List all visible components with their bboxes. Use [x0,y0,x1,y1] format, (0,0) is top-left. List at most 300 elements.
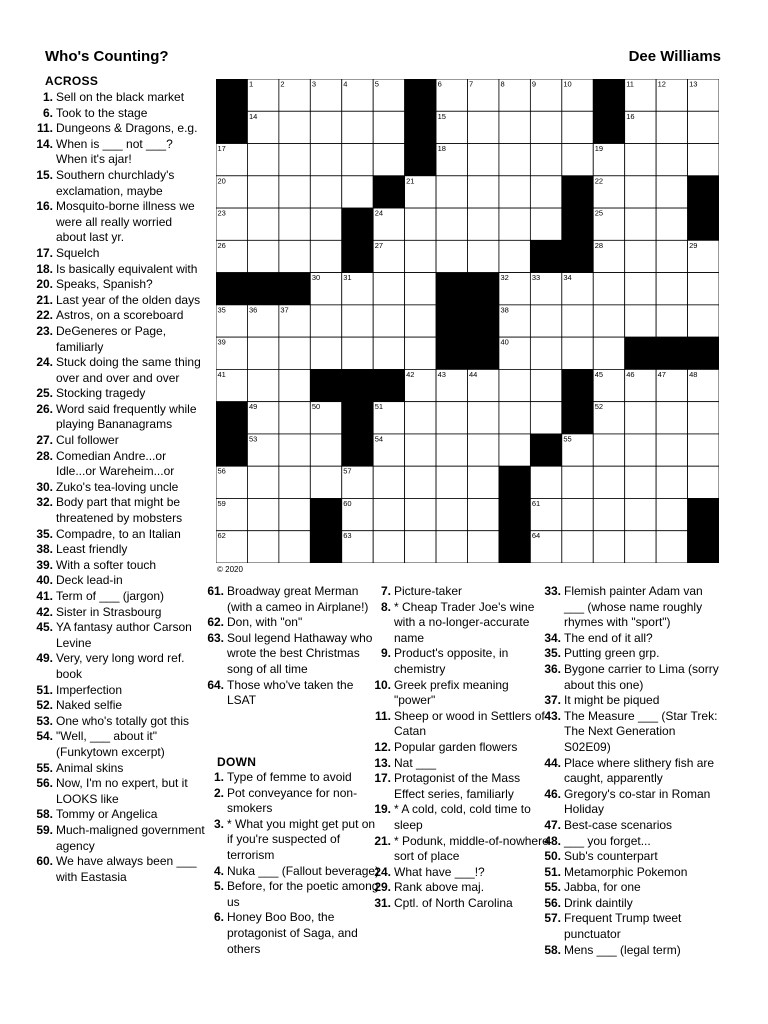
cell-number: 38 [500,305,509,315]
clue-number: 42. [36,604,53,619]
clue-item [33,527,205,543]
grid-cell[interactable] [247,466,278,498]
clue-item [371,584,549,600]
grid-cell[interactable] [247,531,278,563]
clue-item [204,615,384,631]
clue-text: YA fantasy author Carson Levine [56,620,192,650]
grid-cell[interactable] [562,337,593,369]
grid-cell[interactable] [373,305,404,337]
cell-number: 61 [531,498,541,508]
clue-number: 35. [544,646,561,661]
cell-number: 37 [280,305,289,315]
clue-text: Imperfection [56,682,123,697]
down-clues-col2 [204,770,384,957]
grid-cell[interactable] [499,434,530,466]
grid-cell[interactable] [688,111,719,143]
clue-text: Sister in Strasbourg [56,604,162,619]
cell-number: 56 [217,466,226,476]
grid-cell[interactable] [656,176,687,208]
clue-item [371,646,549,677]
grid-block [216,273,247,305]
grid-cell[interactable] [625,402,656,434]
grid-cell[interactable] [656,466,687,498]
clue-number: 1. [42,90,53,104]
grid-cell[interactable] [468,402,499,434]
clue-item [33,168,205,199]
clue-item [371,880,549,896]
cell-number: 36 [248,305,258,315]
clue-number: 23. [36,323,53,338]
grid-cell[interactable] [530,369,561,401]
grid-cell[interactable] [530,208,561,240]
grid-cell[interactable] [656,498,687,530]
grid-cell[interactable] [279,402,310,434]
cell-number: 31 [343,273,352,283]
clue-number: 32. [36,495,53,510]
grid-cell[interactable] [656,111,687,143]
grid-block [530,240,561,272]
grid-cell[interactable] [530,111,561,143]
clue-text: Broadway great Merman (with a cameo in Airplane!) [227,584,369,614]
grid-cell[interactable] [499,369,530,401]
grid-cell[interactable] [625,305,656,337]
grid-cell[interactable] [625,466,656,498]
grid-cell[interactable] [593,466,624,498]
across-header: ACROSS [45,74,99,88]
clue-text: Those who've taken the LSAT [227,677,354,708]
grid-cell[interactable] [562,531,593,563]
grid-cell[interactable] [593,434,624,466]
clue-number: 17. [374,771,391,786]
clue-text: Body part that might be threatened by mobsters [56,495,183,526]
crossword-grid[interactable] [216,79,719,563]
grid-cell[interactable] [373,498,404,530]
clue-text: Last year of the olden days [56,292,201,307]
cell-number: 46 [626,369,635,379]
grid-cell[interactable] [279,337,310,369]
grid-cell[interactable] [593,531,624,563]
clue-number: 6. [213,910,224,925]
clue-number: 50. [544,849,561,864]
grid-cell[interactable] [468,531,499,563]
clue-text: Deck lead-in [56,573,123,588]
grid-cell[interactable] [373,337,404,369]
across-clues-col1 [33,90,205,885]
grid-cell[interactable] [279,240,310,272]
clue-text: Stocking tragedy [56,386,146,401]
grid-cell[interactable] [279,498,310,530]
clue-number: 31. [374,895,391,910]
grid-cell[interactable] [468,498,499,530]
grid-cell[interactable] [373,144,404,176]
grid-cell[interactable] [405,337,436,369]
grid-cell[interactable] [405,402,436,434]
clue-text: Greek prefix meaning "power" [394,677,509,708]
grid-block [216,402,247,434]
grid-cell[interactable] [436,466,467,498]
clue-item [541,756,721,787]
grid-cell[interactable] [688,305,719,337]
grid-cell[interactable] [405,240,436,272]
clue-item [541,834,721,850]
grid-cell[interactable] [468,208,499,240]
grid-block [562,208,593,240]
grid-cell[interactable] [656,240,687,272]
clue-item [33,589,205,605]
grid-cell[interactable] [373,531,404,563]
grid-cell[interactable] [310,466,341,498]
grid-cell[interactable] [625,176,656,208]
grid-block [436,337,467,369]
cell-number: 30 [311,273,321,283]
clue-text: Cul follower [56,433,119,448]
cell-number: 44 [469,369,478,379]
clue-item [33,807,205,823]
clue-number: 51. [544,864,561,879]
clue-item [33,308,205,324]
cell-number: 52 [594,402,604,412]
cell-number: 27 [374,240,384,250]
grid-cell[interactable] [562,144,593,176]
grid-cell[interactable] [310,337,341,369]
clue-item [33,761,205,777]
grid-cell[interactable] [499,176,530,208]
grid-cell[interactable] [562,498,593,530]
cell-number: 54 [374,434,384,444]
cell-number: 33 [531,273,541,283]
clue-text: "Well, ___ about it" (Funkytown excerpt) [56,729,165,759]
grid-cell[interactable] [405,208,436,240]
grid-cell[interactable] [436,176,467,208]
cell-number: 15 [437,111,446,121]
clue-number: 14. [36,136,53,151]
cell-number: 43 [437,369,446,379]
grid-cell[interactable] [530,402,561,434]
grid-cell[interactable] [247,176,278,208]
cell-number: 11 [626,79,634,89]
grid-cell[interactable] [247,208,278,240]
cell-number: 13 [689,79,698,89]
cell-number: 19 [594,144,604,154]
clue-item [33,729,205,760]
grid-cell[interactable] [530,466,561,498]
cell-number: 17 [217,144,226,154]
grid-cell[interactable] [247,369,278,401]
clue-number: 26. [36,401,53,416]
clue-text: The Measure ___ (Star Trek: The Next Generation S02E09) [564,708,718,754]
clue-item [371,802,549,833]
cell-number: 55 [563,434,572,444]
grid-cell[interactable] [247,144,278,176]
grid-cell[interactable] [688,434,719,466]
grid-cell[interactable] [625,273,656,305]
grid-cell[interactable] [468,176,499,208]
grid-cell[interactable] [373,466,404,498]
grid-block [216,79,247,111]
cell-number: 47 [657,369,666,379]
grid-cell[interactable] [688,402,719,434]
grid-cell[interactable] [373,111,404,143]
grid-cell[interactable] [405,466,436,498]
clue-number: 41. [36,589,53,603]
grid-cell[interactable] [468,466,499,498]
clue-text: Southern churchlady's exclamation, maybe [56,167,175,198]
clue-number: 10. [374,677,391,692]
grid-cell[interactable] [310,240,341,272]
grid-block [688,176,719,208]
grid-block [468,337,499,369]
cell-number: 48 [689,369,698,379]
clue-item [33,854,205,885]
grid-cell[interactable] [468,434,499,466]
cell-number: 10 [563,79,572,89]
clue-number: 57. [544,911,561,926]
clue-text: Drink daintily [564,895,633,910]
grid-cell[interactable] [468,111,499,143]
clue-number: 34. [544,630,561,645]
grid-cell[interactable] [656,402,687,434]
grid-cell[interactable] [310,144,341,176]
grid-cell[interactable] [562,111,593,143]
cell-number: 26 [217,240,226,250]
grid-cell[interactable] [656,208,687,240]
clue-number: 61. [207,584,224,598]
grid-block [405,144,436,176]
grid-cell[interactable] [279,466,310,498]
clue-item [204,786,384,817]
grid-cell[interactable] [468,240,499,272]
cell-number: 49 [248,402,258,412]
clue-number: 48. [544,833,561,848]
clue-number: 3. [213,816,224,831]
grid-cell[interactable] [279,434,310,466]
cell-number: 18 [437,144,446,154]
clue-number: 27. [36,433,53,448]
grid-cell[interactable] [688,466,719,498]
cell-number: 20 [217,176,226,186]
grid-block [688,337,719,369]
grid-cell[interactable] [499,208,530,240]
clue-number: 53. [36,713,53,728]
grid-cell[interactable] [279,531,310,563]
grid-cell[interactable] [530,144,561,176]
grid-cell[interactable] [342,176,373,208]
grid-cell[interactable] [342,337,373,369]
clue-item [33,542,205,558]
clue-text: * A cold, cold, cold time to sleep [394,802,531,832]
grid-block [310,531,341,563]
clue-text: Mosquito-borne illness we were all really worried about last yr. [56,199,195,245]
clue-item [33,558,205,574]
grid-cell[interactable] [625,208,656,240]
clue-item [371,709,549,740]
grid-cell[interactable] [530,337,561,369]
clue-text: Picture-taker [394,584,463,598]
clue-text: Protagonist of the Mass Effect series, familiarly [394,771,521,801]
clue-item [33,277,205,293]
grid-cell[interactable] [247,240,278,272]
grid-cell[interactable] [656,144,687,176]
grid-cell[interactable] [247,498,278,530]
clue-number: 45. [36,620,53,635]
grid-cell[interactable] [247,337,278,369]
grid-cell[interactable] [593,273,624,305]
clue-text: Soul legend Hathaway who wrote the best Christmas song of all time [227,630,373,676]
grid-cell[interactable] [593,337,624,369]
clue-item [33,480,205,496]
grid-cell[interactable] [530,305,561,337]
clue-text: What have ___!? [394,864,485,879]
grid-cell[interactable] [625,434,656,466]
cell-number: 40 [500,337,509,347]
cell-number: 8 [500,79,505,89]
clue-text: The end of it all? [564,630,653,645]
grid-cell[interactable] [279,144,310,176]
grid-cell[interactable] [436,434,467,466]
clue-item [204,678,384,709]
clue-text: Jabba, for one [564,880,641,895]
grid-cell[interactable] [468,144,499,176]
grid-cell[interactable] [436,498,467,530]
cell-number: 25 [594,208,604,218]
grid-cell[interactable] [405,531,436,563]
grid-block [530,434,561,466]
grid-cell[interactable] [688,273,719,305]
grid-cell[interactable] [436,531,467,563]
cell-number: 4 [343,79,348,89]
grid-cell[interactable] [405,434,436,466]
grid-cell[interactable] [279,369,310,401]
grid-cell[interactable] [625,498,656,530]
clue-item [33,324,205,355]
clue-text: Flemish painter Adam van ___ (whose name roughly rhymes with "sport") [564,584,703,630]
grid-block [436,305,467,337]
clue-number: 36. [544,661,561,676]
clue-text: Cptl. of North Carolina [394,895,513,910]
grid-cell[interactable] [342,305,373,337]
grid-cell[interactable] [593,498,624,530]
clue-text: Don, with "on" [227,615,303,630]
clue-number: 46. [544,786,561,801]
grid-cell[interactable] [310,176,341,208]
grid-block [216,111,247,143]
grid-block [279,273,310,305]
grid-cell[interactable] [405,273,436,305]
grid-cell[interactable] [530,176,561,208]
grid-cell[interactable] [499,240,530,272]
grid-cell[interactable] [310,208,341,240]
clue-item [33,137,205,168]
grid-block [562,369,593,401]
grid-cell[interactable] [279,208,310,240]
grid-block [373,369,404,401]
clue-number: 15. [36,167,53,182]
grid-cell[interactable] [436,402,467,434]
clue-number: 47. [544,817,561,832]
grid-cell[interactable] [593,305,624,337]
clue-text: * Podunk, middle-of-nowhere sort of place [394,833,549,864]
clue-text: With a softer touch [56,557,157,572]
clue-item [33,698,205,714]
grid-cell[interactable] [405,305,436,337]
clue-number: 39. [36,557,53,572]
grid-cell[interactable] [342,111,373,143]
grid-cell[interactable] [310,434,341,466]
puzzle-title: Who's Counting? [45,48,169,65]
grid-cell[interactable] [656,305,687,337]
grid-cell[interactable] [688,144,719,176]
grid-cell[interactable] [656,434,687,466]
clue-item [541,943,721,959]
grid-cell[interactable] [373,273,404,305]
clue-number: 18. [36,261,53,276]
across-clues-col2 [204,584,384,709]
clue-item [371,756,549,772]
grid-cell[interactable] [625,144,656,176]
grid-cell[interactable] [342,144,373,176]
cell-number: 64 [531,531,541,541]
clue-item [204,770,384,786]
grid-block [688,498,719,530]
grid-block [499,498,530,530]
grid-cell[interactable] [499,144,530,176]
cell-number: 60 [343,498,352,508]
cell-number: 50 [311,402,321,412]
clue-item [541,584,721,631]
clue-text: Bygone carrier to Lima (sorry about this one) [564,661,719,692]
cell-number: 24 [374,208,384,218]
clue-item [33,355,205,386]
grid-cell[interactable] [310,111,341,143]
clue-text: Animal skins [56,760,124,775]
grid-block [342,434,373,466]
clue-number: 59. [36,822,53,837]
clue-text: Term of ___ (jargon) [56,589,165,603]
clue-number: 4. [213,863,224,878]
clue-number: 24. [36,355,53,370]
grid-block [625,337,656,369]
grid-cell[interactable] [625,531,656,563]
clue-text: Place where slithery fish are caught, apparently [564,755,715,786]
grid-cell[interactable] [405,498,436,530]
grid-cell[interactable] [499,402,530,434]
grid-cell[interactable] [656,273,687,305]
grid-cell[interactable] [436,208,467,240]
down-header: DOWN [217,755,257,769]
clue-item [371,771,549,802]
grid-cell[interactable] [279,176,310,208]
grid-block [342,369,373,401]
grid-cell[interactable] [436,240,467,272]
grid-cell[interactable] [625,240,656,272]
grid-cell[interactable] [310,305,341,337]
clue-number: 9. [380,646,391,661]
cell-number: 42 [406,369,415,379]
grid-cell[interactable] [279,111,310,143]
clue-number: 2. [213,785,224,800]
grid-cell[interactable] [499,111,530,143]
grid-cell[interactable] [562,466,593,498]
grid-cell[interactable] [656,531,687,563]
clue-number: 54. [36,729,53,744]
cell-number: 9 [531,79,537,89]
cell-number: 16 [626,111,635,121]
grid-cell[interactable] [562,305,593,337]
grid-block [562,176,593,208]
cell-number: 29 [689,240,698,250]
clue-text: Astros, on a scoreboard [56,308,184,323]
clue-number: 13. [374,755,391,770]
